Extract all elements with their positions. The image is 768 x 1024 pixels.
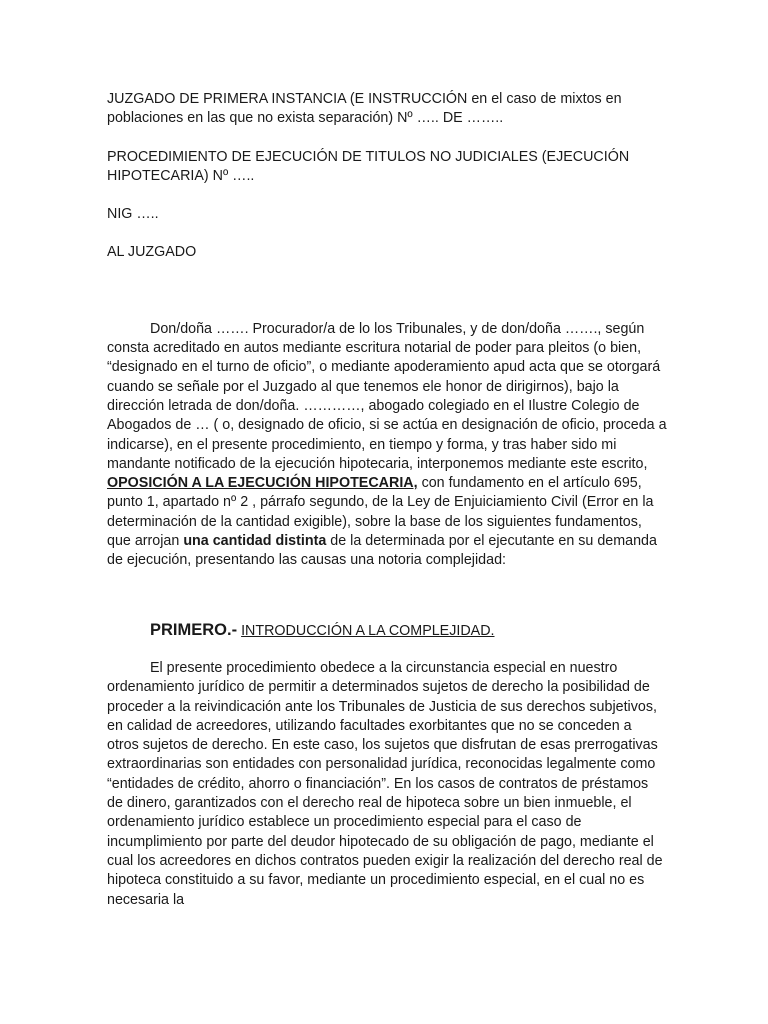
court-header: JUZGADO DE PRIMERA INSTANCIA (E INSTRUCCIÓN en el caso de mixtos en poblaciones en las que no exista separación) Nº ….. DE …….. [107,91,622,127]
intro-paragraph [107,320,667,571]
intro-text-2: con fundamento en el artículo 695, punto 1, apartado nº 2 , párrafo segundo, de la Ley de Enjuiciamiento Civil (Error en la determinación de la cantidad exigible), sobre la base de los siguientes fundamentos, que arrojan [107,475,654,550]
section-body: El presente procedimiento obedece a la circunstancia especial en nuestro ordenamiento jurídico de permitir a determinados sujetos de derecho la posibilidad de proceder a la reivindicación ante los Tribunales de Justicia de sus derechos subjetivos, en calidad de acreedores, utilizando facultades exorbitantes que no se conceden a otros sujetos de derecho. En este caso, los sujetos que disfrutan de esas prerrogativas extraordinarias son entidades con personalidad jurídica, reconocidas legalmente como “entidades de crédito, ahorro o financiación”. En los casos de contratos de préstamos de dinero, garantizados con el derecho real de hipoteca sobre un bien inmueble, el ordenamiento jurídico establece un procedimiento especial para el caso de incumplimiento por parte del deudor hipotecado de su obligación de pago, mediante el cual los acreedores en dichos contratos pueden exigir la realización del derecho real de hipoteca constituido a su favor, mediante un procedimiento especial, en el cual no es necesaria la [107,659,663,908]
opposition-emphasis: OPOSICIÓN A LA EJECUCIÓN HIPOTECARIA, [107,475,418,492]
intro-text-3: de la determinada por el ejecutante en su demanda de ejecución, presentando las causas una notoria complejidad: [107,533,657,569]
section-number: PRIMERO.- [150,620,238,639]
section-heading [150,621,667,641]
section-title: INTRODUCCIÓN A LA COMPLEJIDAD. [241,622,495,639]
addressee-line: AL JUZGADO [107,244,197,261]
intro-text-1: Don/doña ……. Procurador/a de lo los Tribunales, y de don/doña ……., según consta acreditado en autos mediante escritura notarial de poder para pleitos (o bien, “designado en el turno de oficio”, o mediante apoderamiento apud acta que se otorgará cuando se señale por el Juzgado al que tenemos ele honor de dirigirnos), bajo la dirección letrada de don/doña. …………, abogado colegiado en el Ilustre Colegio de Abogados de … ( o, designado de oficio, si se actúa en designación de oficio, proceda a indicarse), en el presente procedimiento, en tiempo y forma, y tras haber sido mi mandante notificado de la ejecución hipotecaria, interponemos mediante este escrito, [107,320,667,472]
nig-line: NIG ….. [107,206,159,223]
document-page [107,90,667,910]
procedure-header: PROCEDIMIENTO DE EJECUCIÓN DE TITULOS NO JUDICIALES (EJECUCIÓN HIPOTECARIA) Nº ….. [107,148,630,184]
amount-emphasis: una cantidad distinta [183,533,327,550]
